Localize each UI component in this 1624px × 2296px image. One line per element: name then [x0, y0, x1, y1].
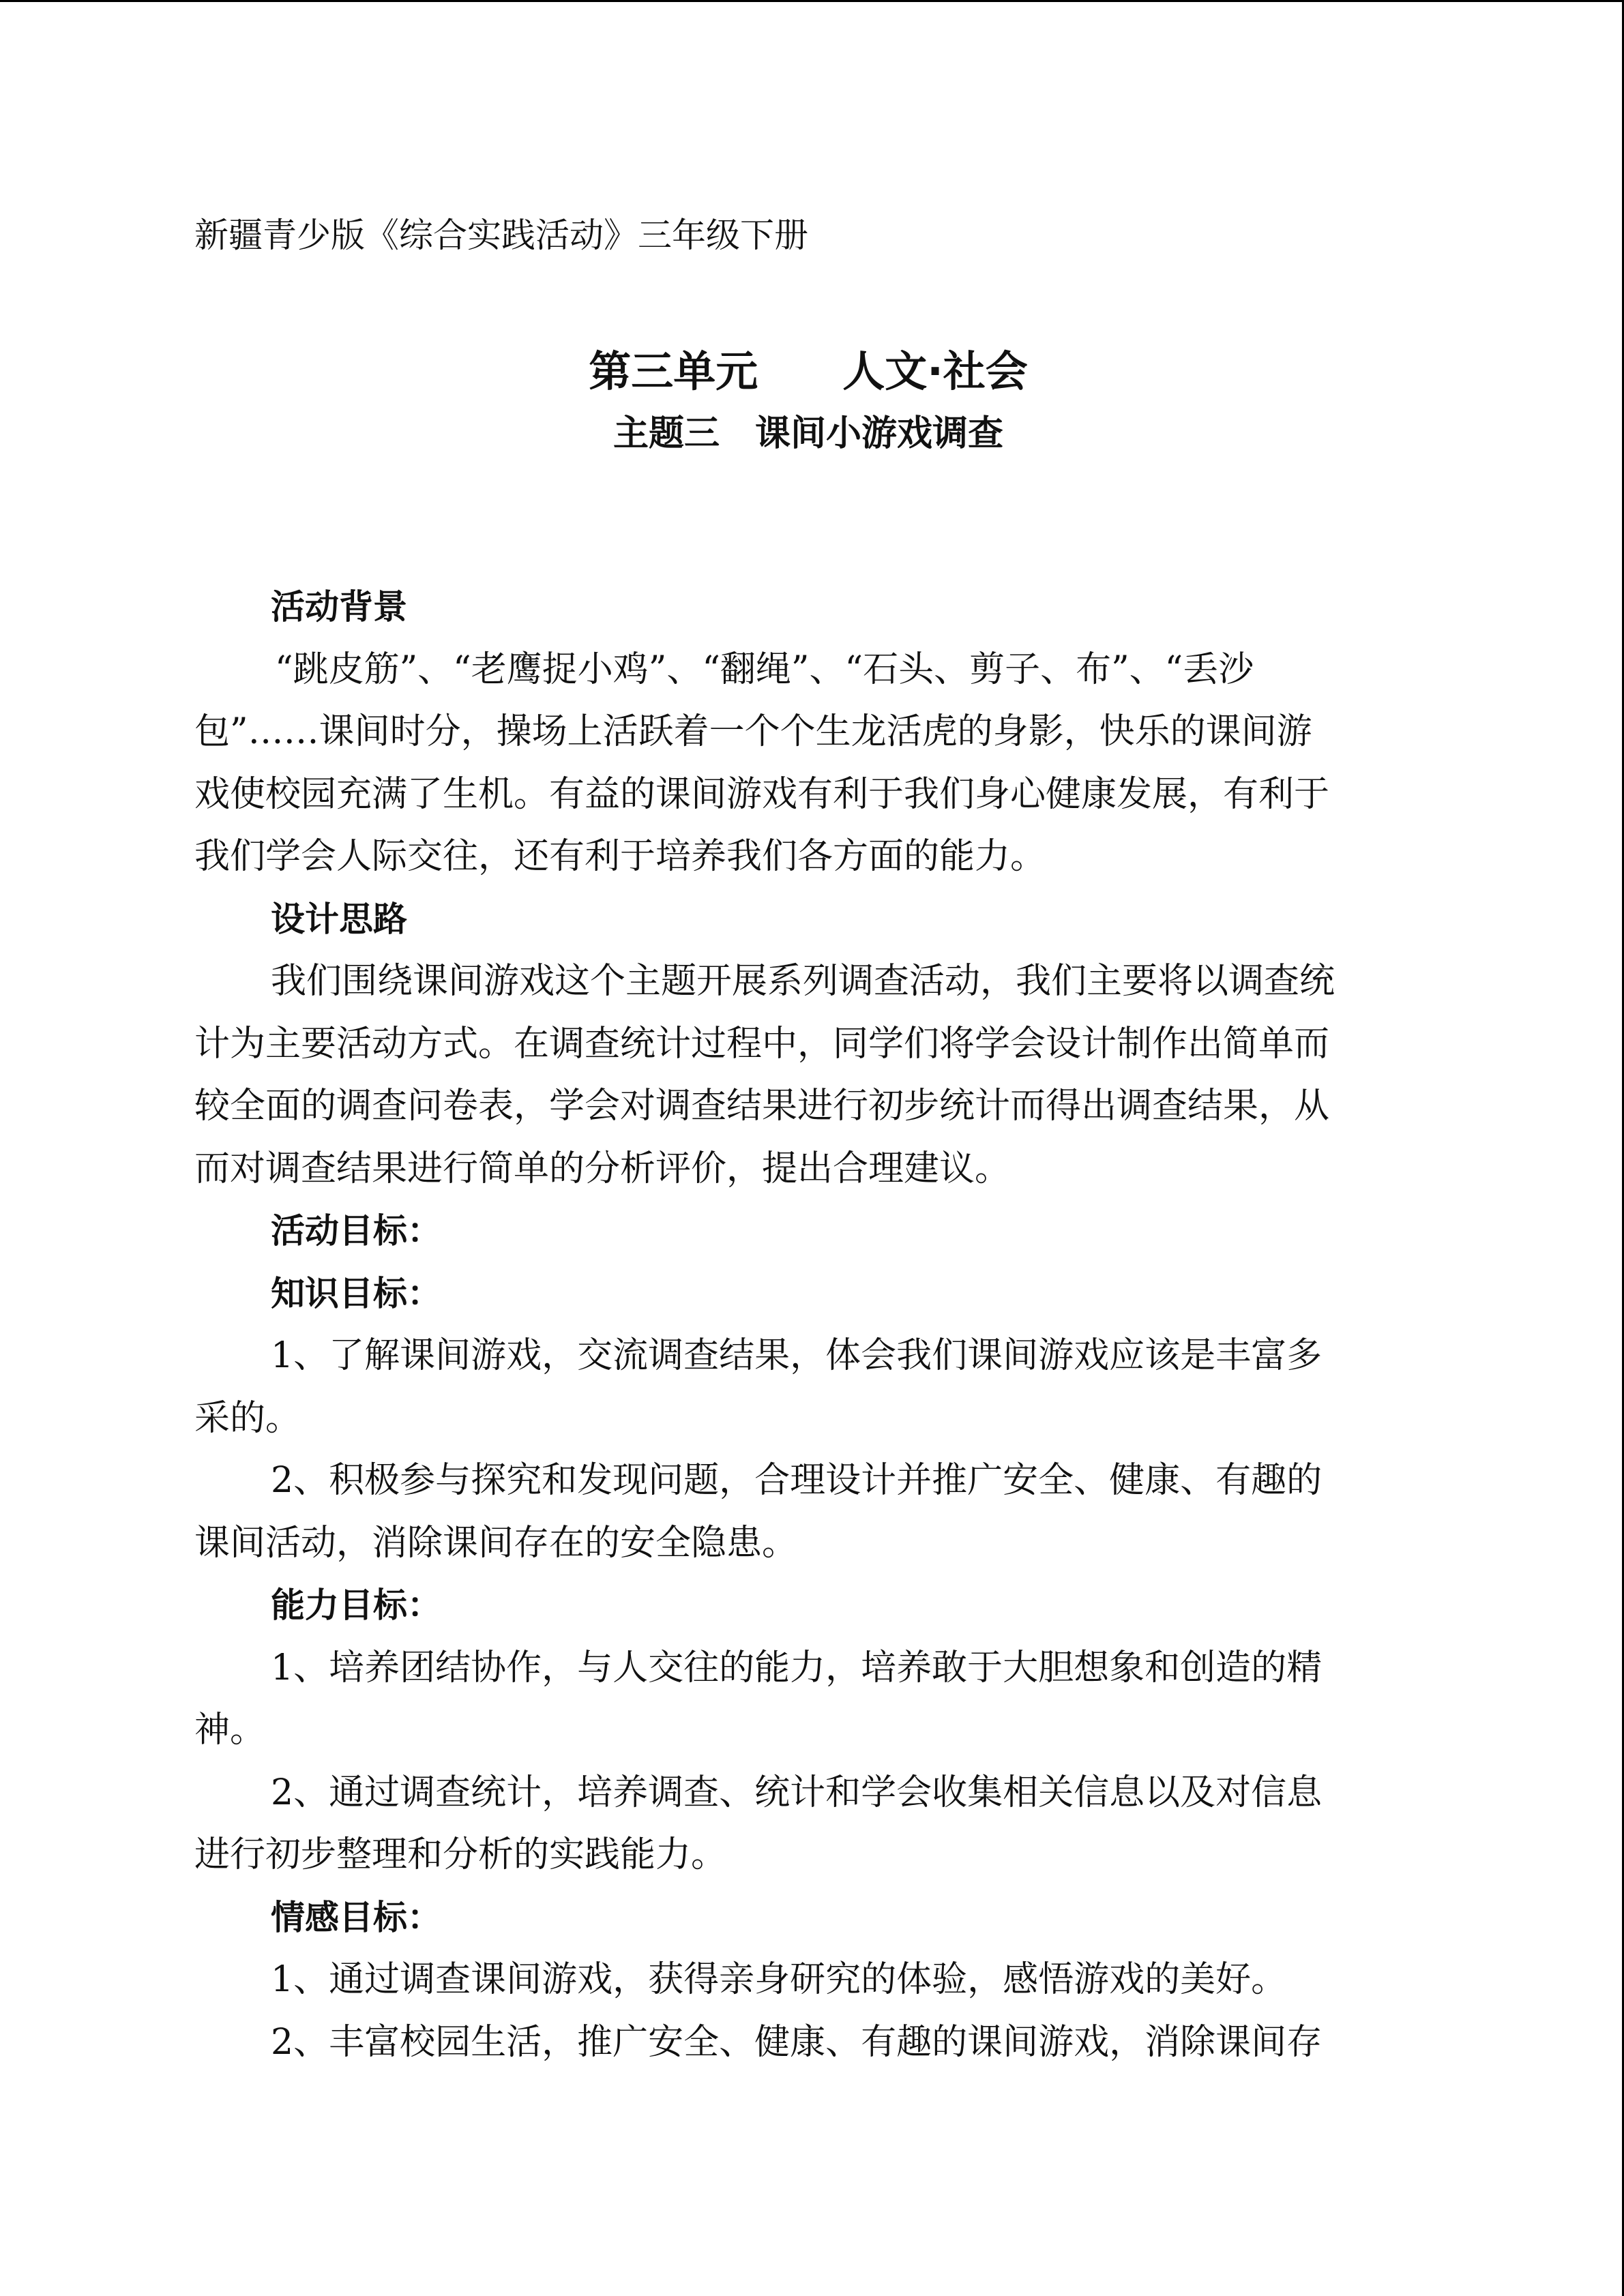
paragraph-line: “跳皮筋”、“老鹰捉小鸡”、“翻绳”、“石头、剪子、布”、“丢沙 — [275, 648, 1254, 690]
paragraph-line: 计为主要活动方式。在调查统计过程中，同学们将学会设计制作出简单而 — [194, 1023, 1330, 1064]
paragraph-line: 包”……课间时分，操场上活跃着一个个生龙活虎的身影，快乐的课间游 — [194, 711, 1312, 752]
paragraph-line: 课间活动，消除课间存在的安全隐患。 — [194, 1522, 798, 1564]
paragraph-line: 2、积极参与探究和发现问题，合理设计并推广安全、健康、有趣的 — [271, 1460, 1323, 1501]
section-heading-design: 设计思路 — [271, 899, 407, 939]
paragraph-line: 2、通过调查统计，培养调查、统计和学会收集相关信息以及对信息 — [271, 1772, 1323, 1813]
paragraph-line: 我们学会人际交往，还有利于培养我们各方面的能力。 — [194, 836, 1046, 877]
book-title: 新疆青少版《综合实践活动》三年级下册 — [194, 215, 808, 255]
page-border-top — [0, 0, 1624, 2]
paragraph-line: 2、丰富校园生活，推广安全、健康、有趣的课间游戏，消除课间存 — [271, 2021, 1323, 2063]
section-heading-goals: 活动目标： — [271, 1211, 441, 1251]
document-body — [194, 576, 1422, 2074]
paragraph-line: 采的。 — [194, 1397, 301, 1439]
paragraph-line: 1、了解课间游戏，交流调查结果，体会我们课间游戏应该是丰富多 — [271, 1335, 1323, 1376]
paragraph-line: 进行初步整理和分析的实践能力。 — [194, 1834, 727, 1875]
theme-title: 主题三 课间小游戏调查 — [612, 413, 1003, 454]
subheading-emotion: 情感目标： — [271, 1897, 441, 1937]
subheading-knowledge: 知识目标： — [271, 1273, 441, 1313]
paragraph-line: 1、通过调查课间游戏，获得亲身研究的体验，感悟游戏的美好。 — [271, 1959, 1287, 2000]
paragraph-line: 而对调查结果进行简单的分析评价，提出合理建议。 — [194, 1148, 1011, 1189]
paragraph-line: 神。 — [194, 1710, 266, 1750]
paragraph-line: 1、培养团结协作，与人交往的能力，培养敢于大胆想象和创造的精 — [271, 1647, 1323, 1688]
paragraph-line: 我们围绕课间游戏这个主题开展系列调查活动，我们主要将以调查统 — [271, 961, 1335, 1002]
paragraph-line: 戏使校园充满了生机。有益的课间游戏有利于我们身心健康发展，有利于 — [194, 773, 1330, 815]
unit-title: 第三单元 人文·社会 — [589, 346, 1028, 396]
section-heading-background: 活动背景 — [271, 587, 407, 627]
subheading-ability: 能力目标： — [271, 1585, 441, 1625]
paragraph-line: 较全面的调查问卷表，学会对调查结果进行初步统计而得出调查结果，从 — [194, 1086, 1330, 1127]
